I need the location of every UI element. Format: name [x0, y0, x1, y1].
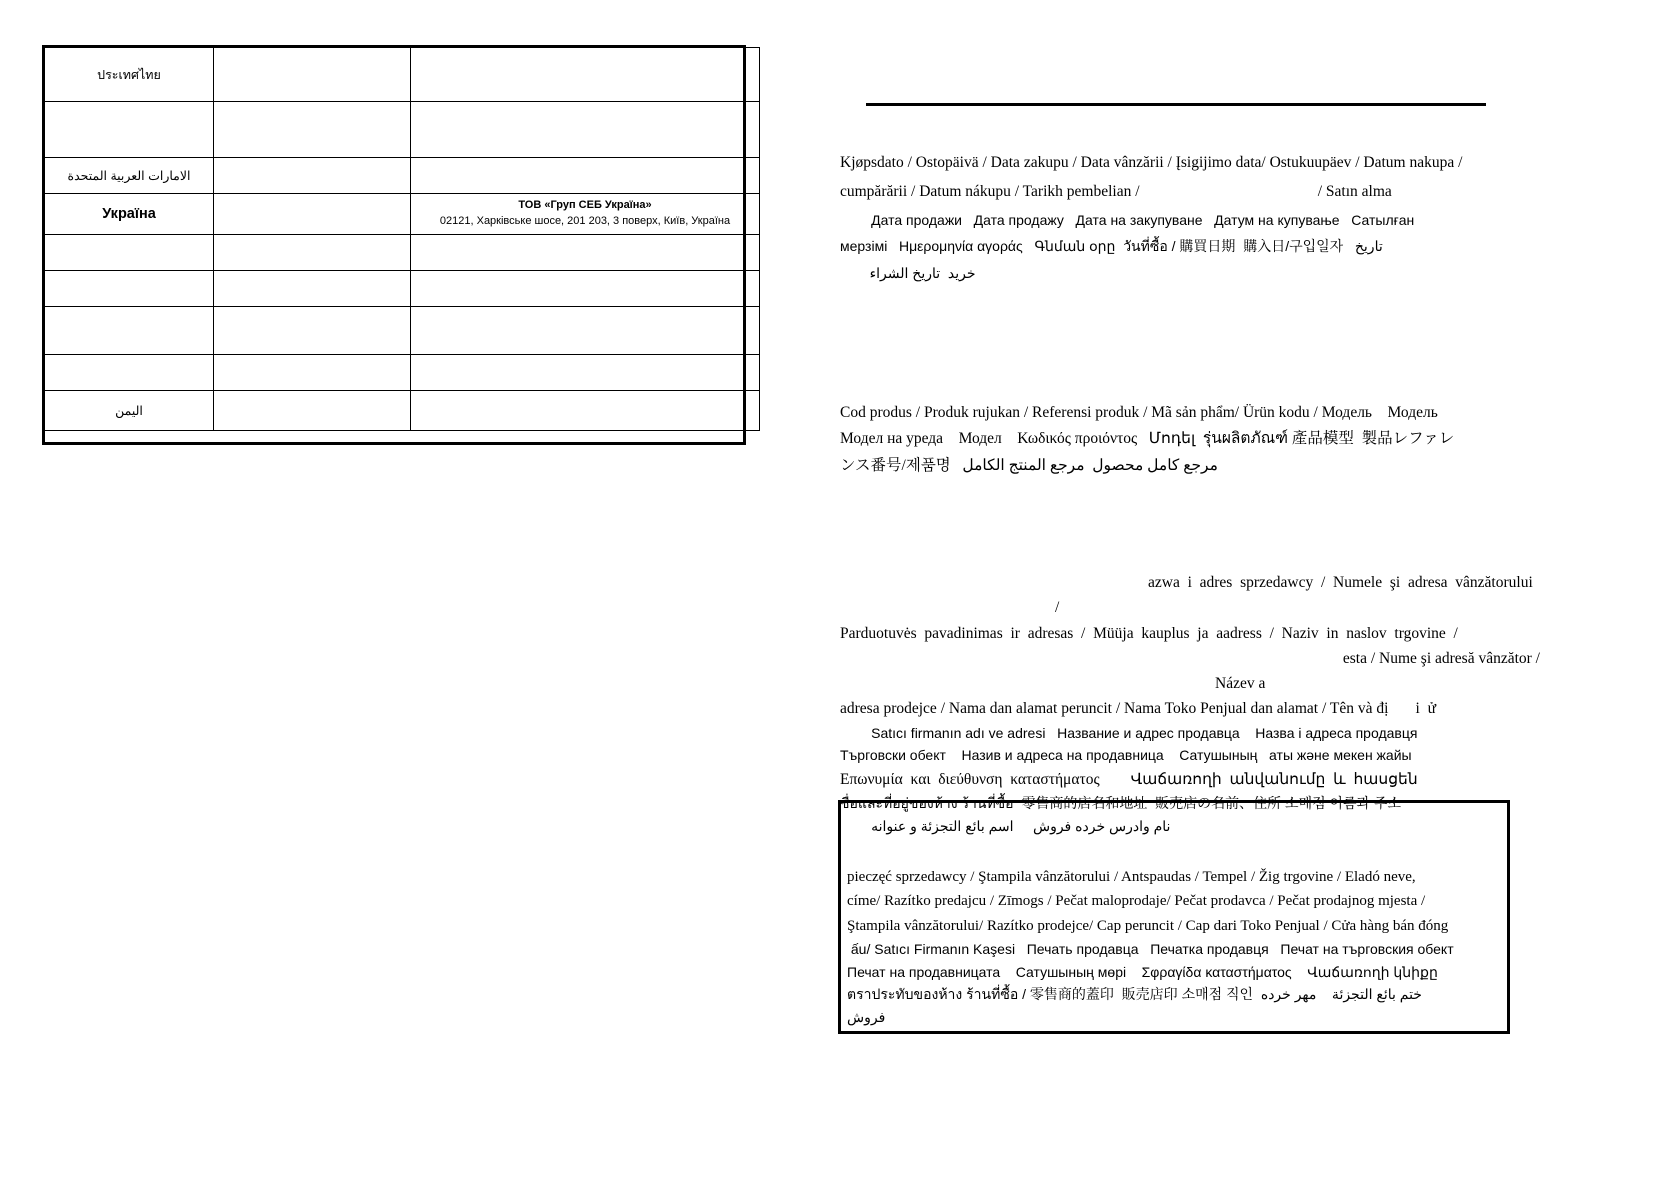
table-cell-middle	[214, 158, 411, 194]
table-row	[45, 48, 760, 102]
table-cell-middle	[214, 306, 411, 354]
stamp-line: ตราประทับของห้าง ร้านที่ซื้อ / 零售商的蓋印 販売店印 소매점 직인 ختم بائع التجزئة مهر خرده	[847, 986, 1422, 1003]
purchase-date-block	[840, 148, 1520, 287]
table-cell-address	[411, 102, 760, 158]
table-cell-middle	[214, 102, 411, 158]
seller-address-line: نام وادرس خرده فروش اسم بائع التجزئة و عنوانه	[840, 818, 1171, 835]
seller-address-block	[840, 570, 1544, 838]
stamp-line: Ştampila vânzătorului/ Razítko prodejce/ Cap peruncit / Cap dari Toko Penjual / Cửa hàng bán đóng	[847, 917, 1449, 934]
seller-address-line: azwa i adres sprzedawcy / Numele şi adresa vânzătorului /	[1055, 574, 1541, 617]
seller-stamp-text	[841, 803, 1507, 1033]
table-cell-country: اليمن	[45, 390, 214, 430]
table-cell-middle	[214, 234, 411, 270]
seller-address-line: Parduotuvės pavadinimas ir adresas / Müüja kauplus ja aadress / Naziv in naslov trgovine /	[840, 624, 1458, 642]
address-company-name: ТОВ «Груп СЕБ Україна»	[518, 199, 652, 211]
table-cell-middle	[214, 354, 411, 390]
table-row	[45, 390, 760, 430]
seller-stamp-box	[838, 800, 1510, 1034]
seller-address-line: Επωνυμία και διεύθυνση καταστήματος Վաճառողի անվանումը և հասցեն	[840, 771, 1418, 789]
table-cell-country: ประเทศไทย	[45, 48, 214, 102]
table-cell-country	[45, 234, 214, 270]
seller-address-line: adresa prodejce / Nama dan alamat peruncit / Nama Toko Penjual dan alamat / Tên và đị i ử	[840, 700, 1436, 718]
table-cell-address	[411, 194, 760, 235]
table-row	[45, 158, 760, 194]
seller-address-line: ชื่อและที่อยู่ของห้าง ร้านที่ซื้อ 零售商的店名和地址 販売店の名前、住所 소매점 이름과 주소	[840, 795, 1402, 812]
table-cell-country	[45, 354, 214, 390]
table-cell-country: Україна	[45, 194, 214, 235]
table-cell-middle	[214, 390, 411, 430]
table-cell-address	[411, 270, 760, 306]
table-cell-middle	[214, 48, 411, 102]
purchase-date-line: мерзімі Ημερομηνία αγοράς Գնման օրը วันที่ซื้อ / 購買日期 購入日/구입일자 تاريخ	[840, 238, 1383, 255]
seller-address-line: Satıcı firmanın adı ve adresi Название и адрес продавца Назва і адреса продавця	[840, 724, 1418, 741]
seller-address-line: Търговски обект Назив и адреса на продавница Сатушының аты және мекен жайы	[840, 747, 1412, 764]
table-cell-address	[411, 390, 760, 430]
table-cell-address	[411, 234, 760, 270]
purchase-date-line: Kjøpsdato / Ostopäivä / Data zakupu / Data vânzării / Įsigijimo data/ Ostukuupäev / Datum nakupa /	[840, 154, 1463, 171]
table-cell-address	[411, 158, 760, 194]
table-cell-country	[45, 270, 214, 306]
purchase-date-line: cumpărării / Datum nákupu / Tarikh pembelian / / Satın alma	[840, 183, 1392, 201]
product-code-block	[840, 400, 1520, 479]
table-cell-address	[411, 48, 760, 102]
address-line: 02121, Харківське шосе, 201 203, 3 поверх, Київ, Україна	[439, 214, 731, 227]
table-row	[45, 234, 760, 270]
purchase-date-line: خريد تاريخ الشراء	[854, 265, 976, 282]
horizontal-rule	[866, 103, 1486, 106]
table-cell-country	[45, 102, 214, 158]
table-cell-country: الامارات العربية المتحدة	[45, 158, 214, 194]
stamp-line: فروش	[847, 1008, 886, 1025]
seller-address-line: esta / Nume şi adresă vânzător / Název a	[1215, 649, 1544, 692]
table-row	[45, 270, 760, 306]
table-row	[45, 102, 760, 158]
table-row	[45, 354, 760, 390]
table-cell-middle	[214, 194, 411, 235]
stamp-line: pieczęć sprzedawcy / Ştampila vânzătorului / Antspaudas / Tempel / Žig trgovine / Eladó neve,	[847, 869, 1416, 885]
table-row	[45, 306, 760, 354]
country-address-table	[44, 47, 760, 431]
stamp-line: címe/ Razítko predajcu / Zīmogs / Pečat maloprodaje/ Pečat prodavca / Pečat prodajnog mjesta /	[847, 893, 1426, 910]
stamp-line: ấu/ Satıcı Firmanın Kaşesi Печать продавца Печатка продавця Печат на търговския обект	[847, 940, 1454, 957]
product-code-line: Cod produs / Produk rujukan / Referensi produk / Mã sản phẩm/ Ürün kodu / Модель Модель	[840, 404, 1438, 421]
product-code-line: Модел на уреда Модел Κωδικός προιόντος Մոդել รุ่นผลิตภัณฑ์ 產品模型 製品レファレ	[840, 430, 1455, 448]
table-row-ukraine	[45, 194, 760, 235]
table-cell-middle	[214, 270, 411, 306]
table-cell-country	[45, 306, 214, 354]
purchase-date-line: Дата продажи Дата продажу Дата на закупуване Датум на купување Сатылған	[840, 211, 1415, 228]
table-cell-address	[411, 354, 760, 390]
stamp-line: Печат на продавницата Сатушының мөрі Σφραγίδα καταστήματος Վաճառողի կնիքը	[847, 963, 1438, 980]
table-cell-address	[411, 306, 760, 354]
product-code-line: ンス番号/제품명 مرجع كامل محصول مرجع المنتج الكامل	[840, 456, 1218, 474]
